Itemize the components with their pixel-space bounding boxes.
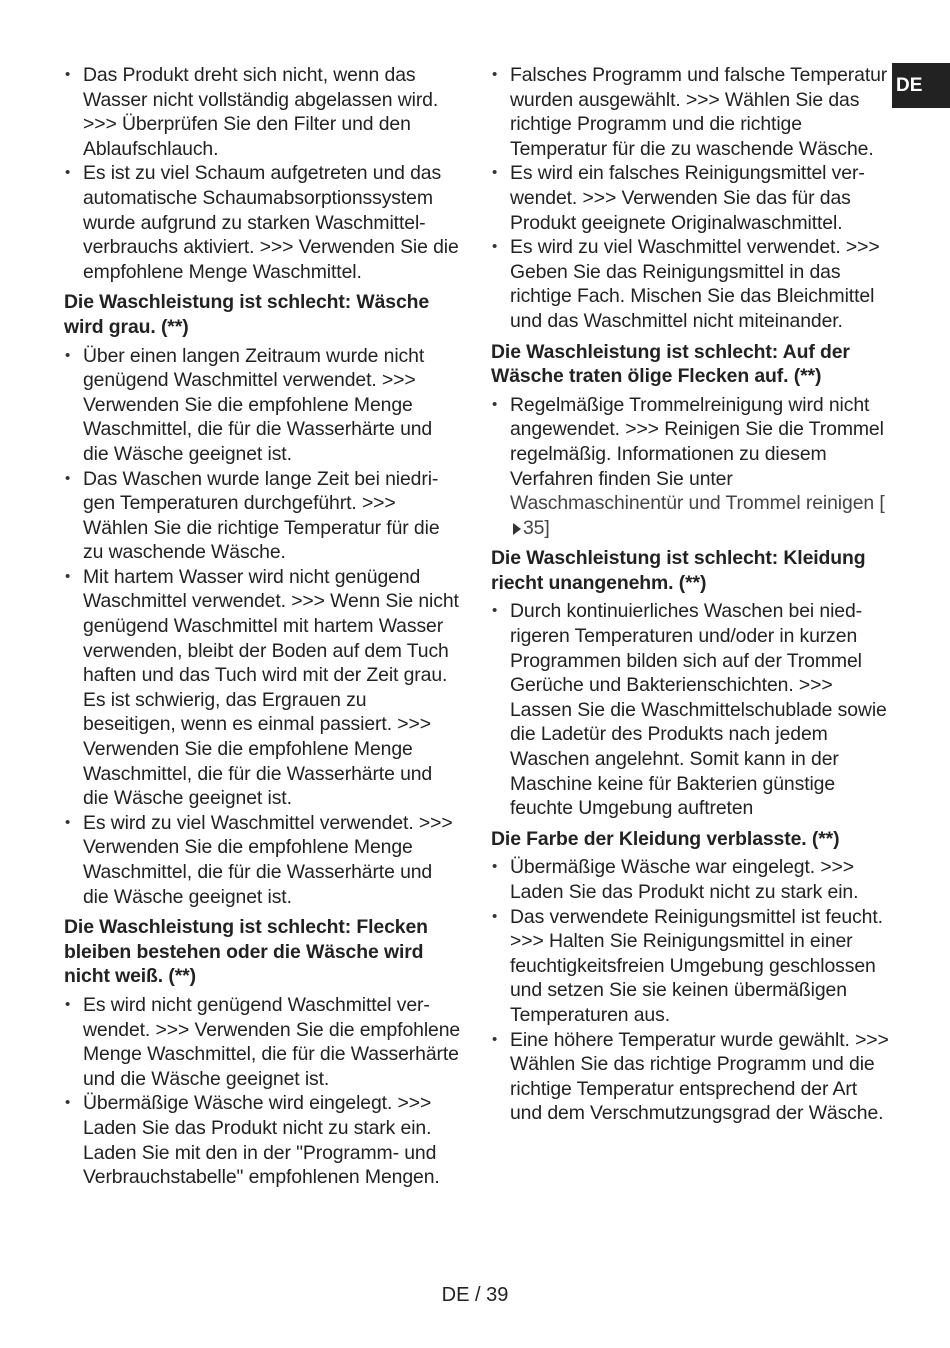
cross-reference-link[interactable] (510, 492, 885, 539)
section-heading-faded: Die Farbe der Kleidung verblasste. (**) (491, 827, 840, 850)
right-column (491, 63, 889, 1126)
left-top-list (64, 63, 462, 284)
cross-reference-label: Waschmaschinentür und Trommel reinigen [ (510, 492, 885, 515)
list-item: • Falsches Programm und falsche Temperatur wurden ausgewählt. >>> Wählen Sie das richtige Programm und die richtige Temperatur für die zu waschende Wäsche. (491, 63, 889, 161)
list-item: • Durch kontinuierliches Waschen bei niedrigeren Temperaturen und/oder in kurzen Programmen bilden sich auf der Trommel Gerüche und Bakterienschichten. >>> Lassen Sie die Waschmittelschublade sowie die Ladetür des Produkts nach jedem Waschen angelehnt. Somit kann in der Maschine keine für Bakterien günstige feuchte Umgebung auftreten (491, 599, 889, 820)
language-tab: DE (892, 63, 950, 108)
list-item: • Das Produkt dreht sich nicht, wenn das Wasser nicht vollständig abgelassen wird. >>> Überprüfen Sie den Filter und den Ablaufschlauch. (64, 63, 462, 161)
cross-reference-page: 35] (523, 516, 550, 539)
list-item: • Es wird ein falsches Reinigungsmittel verwendet. >>> Verwenden Sie das für das Produkt geeignete Originalwaschmittel. (491, 161, 889, 235)
list-item: • Übermäßige Wäsche wird eingelegt. >>> Laden Sie das Produkt nicht zu stark ein. Laden Sie mit den in der "Programm- und Verbrauchstabelle" empfohlenen Mengen. (64, 1091, 462, 1189)
item-text: Regelmäßige Trommelreinigung wird nicht angewendet. >>> Reinigen Sie die Trommel regelmäßig. Informationen zu diesem Verfahren finden Sie unter (510, 393, 884, 490)
list-item: • Es wird zu viel Waschmittel verwendet. >>> Geben Sie das Reinigungsmittel in das richtige Fach. Mischen Sie das Bleichmittel und das Waschmittel nicht miteinander. (491, 235, 889, 333)
page-number: DE / 39 (441, 1284, 509, 1306)
section-heading-smell: Die Waschleistung ist schlecht: Kleidung riecht unangenehm. (**) (491, 547, 866, 594)
section-heading-oily: Die Waschleistung ist schlecht: Auf der Wäsche traten ölige Flecken auf. (**) (491, 340, 850, 388)
faded-list (491, 855, 889, 1126)
section-heading-stains: Die Waschleistung ist schlecht: Flecken bleiben bestehen oder die Wäsche wird nicht weiß. (**) (64, 916, 428, 988)
list-item: • Es wird zu viel Waschmittel verwendet. >>> Verwenden Sie die empfohlene Menge Waschmittel, die für die Wasserhärte und die Wäsche geeignet ist. (64, 811, 462, 909)
list-item (491, 393, 889, 541)
list-item: • Mit hartem Wasser wird nicht genügend Waschmittel verwendet. >>> Wenn Sie nicht genügend Waschmittel mit hartem Wasser verwenden, bleibt der Boden auf dem Tuch haften und das Tuch wird mit der Zeit grau. Es ist schwierig, das Ergrauen zu beseitigen, wenn es einmal passiert. >>> Verwenden Sie die empfohlene Menge Waschmittel, die für die Wasserhärte und die Wäsche geeignet ist. (64, 565, 462, 811)
list-item: • Das Waschen wurde lange Zeit bei niedrigen Temperaturen durchgeführt. >>> Wählen Sie die richtige Temperatur für die zu waschende Wäsche. (64, 467, 462, 565)
section-heading-grey: Die Waschleistung ist schlecht: Wäsche wird grau. (**) (64, 291, 430, 338)
list-item: • Über einen langen Zeitraum wurde nicht genügend Waschmittel verwendet. >>> Verwenden Sie die empfohlene Menge Waschmittel, die für die Wasserhärte und die Wäsche geeignet ist. (64, 344, 462, 467)
list-item: • Es ist zu viel Schaum aufgetreten und das automatische Schaumabsorptionssystem wurde aufgrund zu starken Waschmittelverbrauchs aktiviert. >>> Verwenden Sie die empfohlene Menge Waschmittel. (64, 161, 462, 284)
left-column (64, 63, 462, 1190)
smell-list (491, 599, 889, 820)
page-ref-arrow-icon (513, 523, 521, 535)
list-item: • Eine höhere Temperatur wurde gewählt. >>> Wählen Sie das richtige Programm und die richtige Temperatur entsprechend der Art und dem Verschmutzungsgrad der Wäsche. (491, 1028, 889, 1126)
stains-list (64, 993, 462, 1190)
grey-list (64, 344, 462, 910)
list-item: • Das verwendete Reinigungsmittel ist feucht. >>> Halten Sie Reinigungsmittel in einer feuchtigkeitsfreien Umgebung geschlossen und setzen Sie sie keinen übermäßigen Temperaturen aus. (491, 905, 889, 1028)
list-item: • Übermäßige Wäsche war eingelegt. >>> Laden Sie das Produkt nicht zu stark ein. (491, 855, 889, 904)
right-top-list (491, 63, 889, 334)
list-item: • Es wird nicht genügend Waschmittel verwendet. >>> Verwenden Sie die empfohlene Menge Waschmittel, die für die Wasserhärte und die Wäsche geeignet ist. (64, 993, 462, 1091)
oily-list (491, 393, 889, 541)
